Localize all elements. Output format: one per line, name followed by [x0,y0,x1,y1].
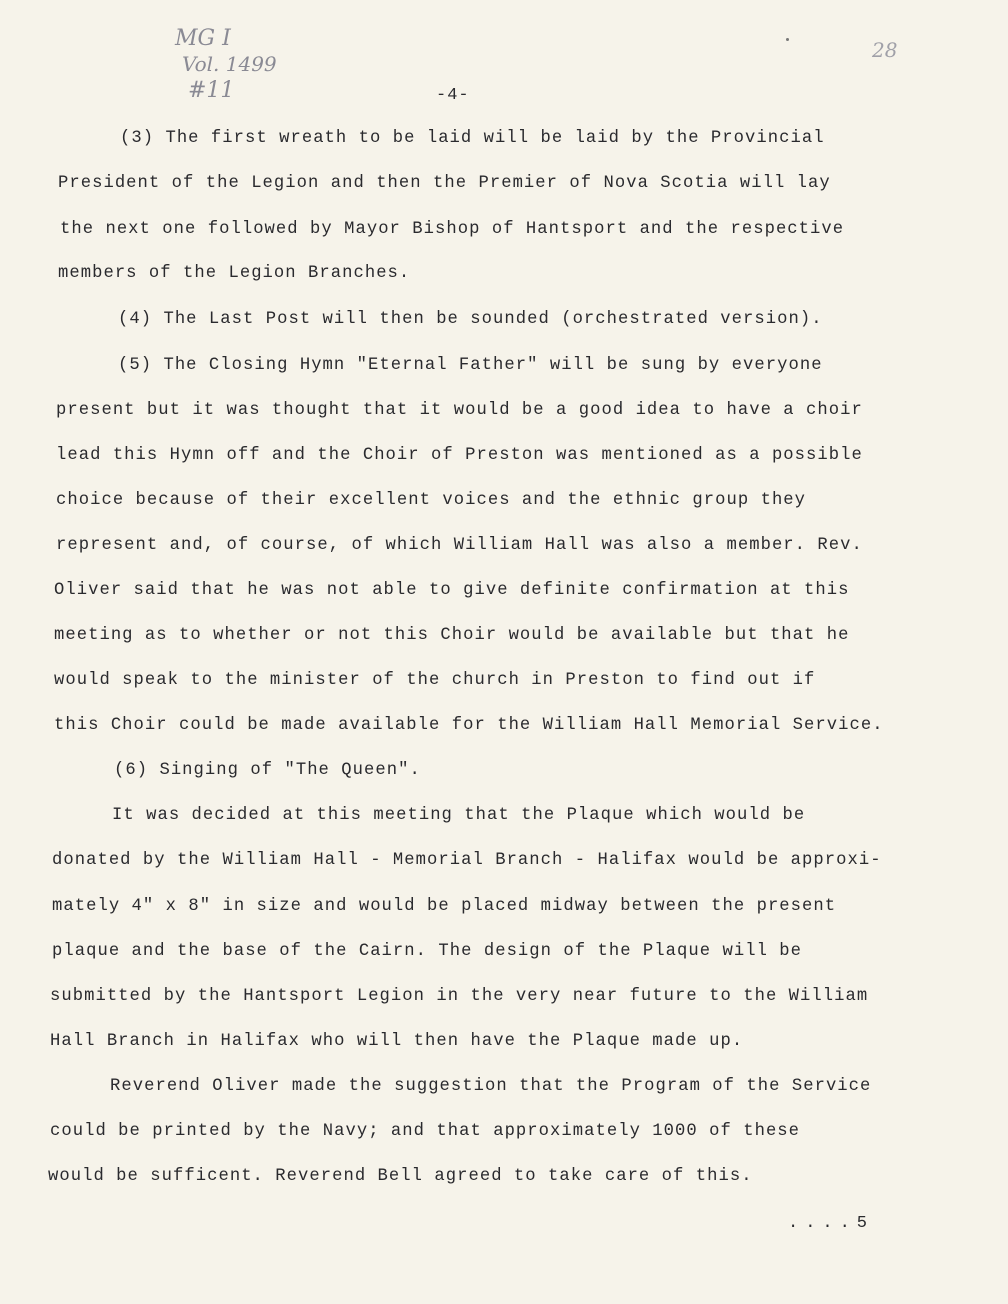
paper-speck [786,38,789,41]
body-line: Reverend Oliver made the suggestion that the Program of the Service [110,1077,872,1096]
body-line: could be printed by the Navy; and that approximately 1000 of these [50,1122,801,1141]
archive-ref-line2: Vol. 1499 [182,52,277,76]
body-line: (4) The Last Post will then be sounded (orchestrated version). [118,310,823,329]
archive-ref-line3: #11 [188,78,235,103]
body-line: Oliver said that he was not able to give definite confirmation at this [54,581,850,600]
body-line: plaque and the base of the Cairn. The design of the Plaque will be [52,942,803,961]
body-line: President of the Legion and then the Premier of Nova Scotia will lay [58,174,831,193]
body-line: mately 4" x 8" in size and would be placed midway between the present [52,897,837,916]
body-line: members of the Legion Branches. [58,264,411,283]
archive-ref-line1: MG I [175,26,231,51]
continuation-marker: ....5 [788,1214,875,1233]
body-line: meeting as to whether or not this Choir would be available but that he [54,626,850,645]
body-line: would be sufficent. Reverend Bell agreed to take care of this. [48,1167,753,1186]
body-line: represent and, of course, of which William Hall was also a member. Rev. [56,536,863,555]
body-line: present but it was thought that it would be a good idea to have a choir [56,401,863,420]
body-line: (6) Singing of "The Queen". [114,761,421,780]
body-line: (5) The Closing Hymn "Eternal Father" will be sung by everyone [118,356,823,375]
body-line: Hall Branch in Halifax who will then have the Plaque made up. [50,1032,744,1051]
body-line: (3) The first wreath to be laid will be laid by the Provincial [120,129,825,148]
body-line: donated by the William Hall - Memorial Branch - Halifax would be approxi- [52,851,882,870]
body-line: choice because of their excellent voices and the ethnic group they [56,491,807,510]
stamped-page-number: 28 [872,38,898,62]
body-line: lead this Hymn off and the Choir of Preston was mentioned as a possible [56,446,863,465]
body-line: It was decided at this meeting that the Plaque which would be [112,806,806,825]
page-number: -4- [436,86,470,105]
body-line: this Choir could be made available for the William Hall Memorial Service. [54,716,884,735]
body-line: submitted by the Hantsport Legion in the very near future to the William [50,987,869,1006]
body-line: would speak to the minister of the church in Preston to find out if [54,671,816,690]
body-line: the next one followed by Mayor Bishop of Hantsport and the respective [60,220,845,239]
